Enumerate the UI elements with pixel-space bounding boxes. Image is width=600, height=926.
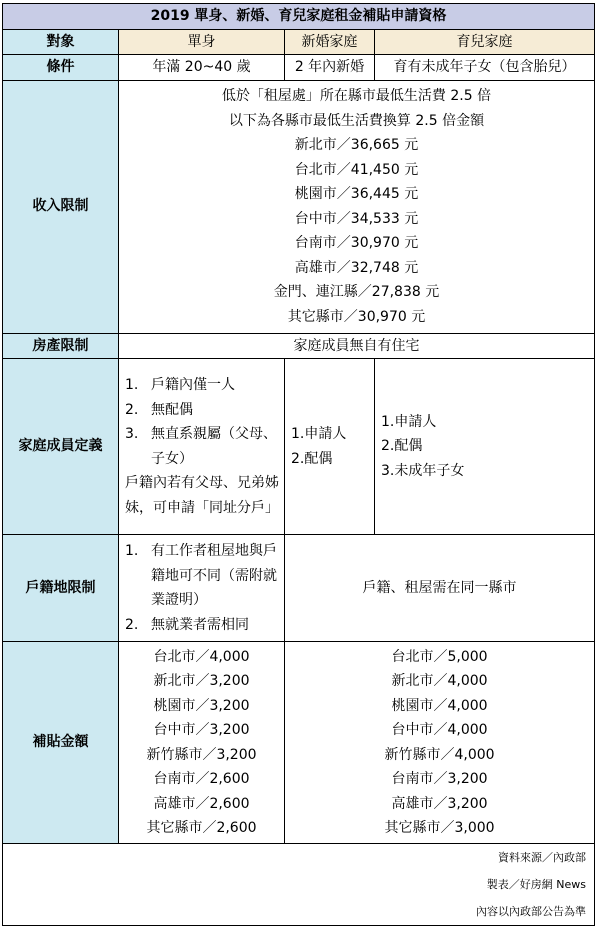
- item-number: 3.: [125, 426, 139, 442]
- subsidy-line: 其它縣市／3,000: [384, 820, 495, 836]
- subsidy-others: [285, 642, 595, 844]
- income-values: [119, 80, 595, 333]
- subsidy-line: 台南市／3,200: [391, 771, 488, 787]
- footer-notes: [3, 844, 595, 926]
- item-number: 2.: [125, 401, 139, 418]
- subsidy-line: 台北市／4,000: [153, 648, 250, 665]
- family-newlywed: [285, 359, 375, 535]
- subsidy-line: 新竹縣市／3,200: [146, 746, 257, 763]
- item-text: 無配偶: [151, 401, 193, 418]
- subsidy-eligibility-table: [2, 3, 595, 926]
- subsidy-line: 桃園市／4,000: [391, 697, 488, 714]
- single-header: 單身: [119, 29, 285, 55]
- item-number: 1.: [125, 377, 139, 393]
- list-item: 2.配偶: [381, 438, 423, 455]
- income-line: 其它縣市／30,970 元: [287, 308, 426, 325]
- subsidy-line: 台北市／5,000: [391, 648, 488, 665]
- income-line: 台中市／34,533 元: [294, 210, 419, 227]
- household-label: 戶籍地限制: [3, 535, 119, 642]
- conditions-single: 年滿 20~40 歲: [119, 55, 285, 81]
- list-item: 1.申請人: [381, 413, 437, 430]
- item-text: 有工作者租屋地與戶籍地可不同（需附就業證明）: [151, 543, 277, 608]
- footer-row: [3, 844, 595, 926]
- subsidy-line: 桃園市／3,200: [153, 697, 250, 714]
- item-text: 無就業者需相同: [151, 616, 249, 633]
- item-number: 2.: [125, 616, 139, 633]
- list-item: [125, 373, 280, 398]
- income-line: 低於「租屋處」所在縣市最低生活費 2.5 倍: [221, 88, 492, 104]
- subsidy-line: 新北市／4,000: [391, 673, 488, 689]
- income-line: 以下為各縣市最低生活費換算 2.5 倍金額: [228, 112, 485, 129]
- family-single: [119, 359, 285, 535]
- subsidy-single: [119, 642, 285, 844]
- subsidy-line: 台南市／2,600: [153, 771, 250, 787]
- income-line: 新北市／36,665 元: [294, 137, 419, 153]
- item-number: 1.: [125, 543, 139, 559]
- list-item: [125, 613, 280, 638]
- item-text: 戶籍內僅一人: [151, 377, 235, 393]
- household-single: [119, 535, 285, 642]
- family-label: 家庭成員定義: [3, 359, 119, 535]
- subsidy-line: 新竹縣市／4,000: [384, 746, 495, 763]
- conditions-row: [3, 55, 595, 81]
- income-line: 金門、連江縣／27,838 元: [273, 284, 440, 300]
- list-item: [125, 539, 280, 613]
- object-header: 對象: [3, 29, 119, 55]
- family-row: [3, 359, 595, 535]
- conditions-parenting: 育有未成年子女（包含胎兒）: [375, 55, 595, 81]
- list-item: [125, 422, 280, 471]
- conditions-label: 條件: [3, 55, 119, 81]
- subsidy-line: 其它縣市／2,600: [146, 820, 257, 836]
- subsidy-line: 高雄市／3,200: [391, 795, 488, 812]
- footer-producer: 製表／好房網 News: [486, 878, 587, 891]
- family-parenting: [375, 359, 595, 535]
- list-item: 3.未成年子女: [381, 462, 465, 479]
- subsidy-row: [3, 642, 595, 844]
- list-item: [125, 398, 280, 423]
- table-title: 2019 單身、新婚、育兒家庭租金補貼申請資格: [3, 4, 595, 30]
- household-row: [3, 535, 595, 642]
- subsidy-line: 新北市／3,200: [153, 673, 250, 689]
- item-text: 無直系親屬（父母、子女）: [151, 426, 277, 467]
- property-label: 房產限制: [3, 333, 119, 359]
- subsidy-line: 台中市／3,200: [153, 722, 250, 738]
- income-line: 桃園市／36,445 元: [294, 186, 419, 202]
- property-row: [3, 333, 595, 359]
- income-line: 台北市／41,450 元: [294, 161, 419, 178]
- property-value: 家庭成員無自有住宅: [119, 333, 595, 359]
- income-label: 收入限制: [3, 80, 119, 333]
- footer-source: 資料來源／內政部: [498, 851, 587, 864]
- list-item: 2.配偶: [291, 450, 333, 467]
- income-row: [3, 80, 595, 333]
- conditions-newlywed: 2 年內新婚: [285, 55, 375, 81]
- header-row: [3, 29, 595, 55]
- title-row: [3, 4, 595, 30]
- household-other: 戶籍、租屋需在同一縣市: [285, 535, 595, 642]
- subsidy-line: 高雄市／2,600: [153, 795, 250, 812]
- family-note: 戶籍內若有父母、兄弟姊妹，可申請「同址分戶」: [125, 475, 279, 516]
- subsidy-line: 台中市／4,000: [391, 722, 488, 738]
- footer-disclaimer: 內容以內政部公告為準: [476, 905, 587, 918]
- parenting-header: 育兒家庭: [375, 29, 595, 55]
- newlywed-header: 新婚家庭: [285, 29, 375, 55]
- income-line: 高雄市／32,748 元: [294, 259, 419, 276]
- subsidy-label: 補貼金額: [3, 642, 119, 844]
- list-item: 1.申請人: [291, 426, 347, 442]
- income-line: 台南市／30,970 元: [294, 235, 419, 251]
